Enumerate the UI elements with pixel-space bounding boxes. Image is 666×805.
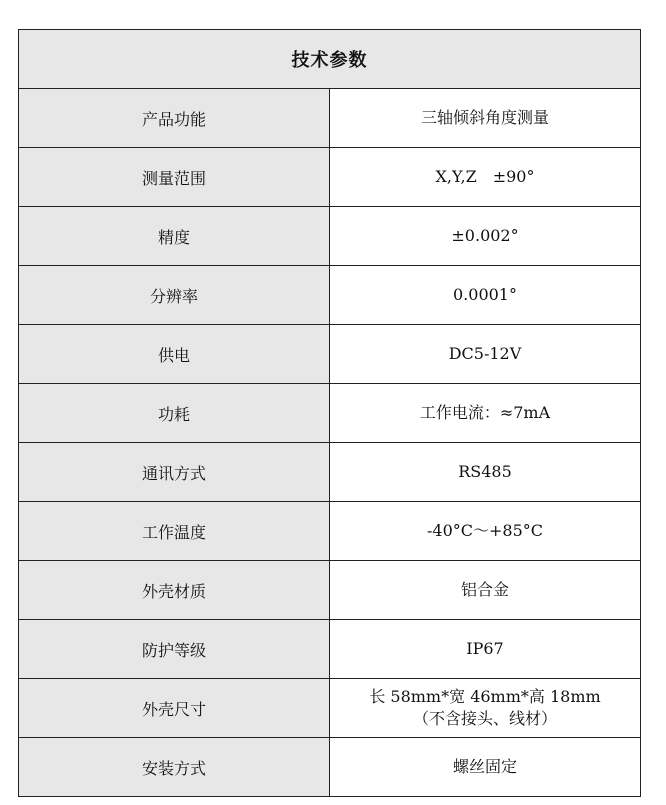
row-label-dimensions: 外壳尺寸 <box>19 679 330 738</box>
table-row <box>19 443 641 502</box>
row-value-power-consumption: 工作电流：≈7mA <box>330 384 641 443</box>
table-row <box>19 738 641 797</box>
table-row <box>19 384 641 443</box>
dimensions-line-2: （不含接头、线材） <box>412 709 557 728</box>
row-label-housing-material: 外壳材质 <box>19 561 330 620</box>
table-row <box>19 266 641 325</box>
row-value-resolution: 0.0001° <box>330 266 641 325</box>
table-row <box>19 679 641 738</box>
table-row <box>19 502 641 561</box>
row-label-resolution: 分辨率 <box>19 266 330 325</box>
spec-table <box>18 29 641 797</box>
row-value-temperature: -40°C～+85°C <box>330 502 641 561</box>
dimensions-line-1: 长 58mm*宽 46mm*高 18mm <box>369 687 601 706</box>
row-value-dimensions <box>330 679 641 738</box>
table-title: 技术参数 <box>19 30 641 89</box>
row-value-mounting: 螺丝固定 <box>330 738 641 797</box>
row-value-power-supply: DC5-12V <box>330 325 641 384</box>
table-row <box>19 207 641 266</box>
row-value-housing-material: 铝合金 <box>330 561 641 620</box>
row-label-accuracy: 精度 <box>19 207 330 266</box>
table-row <box>19 89 641 148</box>
row-value-protection: IP67 <box>330 620 641 679</box>
row-label-protection: 防护等级 <box>19 620 330 679</box>
row-label-mounting: 安装方式 <box>19 738 330 797</box>
row-value-communication: RS485 <box>330 443 641 502</box>
table-row <box>19 561 641 620</box>
row-label-function: 产品功能 <box>19 89 330 148</box>
row-label-range: 测量范围 <box>19 148 330 207</box>
table-row <box>19 620 641 679</box>
row-value-function: 三轴倾斜角度测量 <box>330 89 641 148</box>
table-header-row <box>19 30 641 89</box>
table-row <box>19 148 641 207</box>
row-label-power-consumption: 功耗 <box>19 384 330 443</box>
table-row <box>19 325 641 384</box>
row-value-range: X,Y,Z ±90° <box>330 148 641 207</box>
row-value-accuracy: ±0.002° <box>330 207 641 266</box>
row-label-power-supply: 供电 <box>19 325 330 384</box>
row-label-communication: 通讯方式 <box>19 443 330 502</box>
row-label-temperature: 工作温度 <box>19 502 330 561</box>
